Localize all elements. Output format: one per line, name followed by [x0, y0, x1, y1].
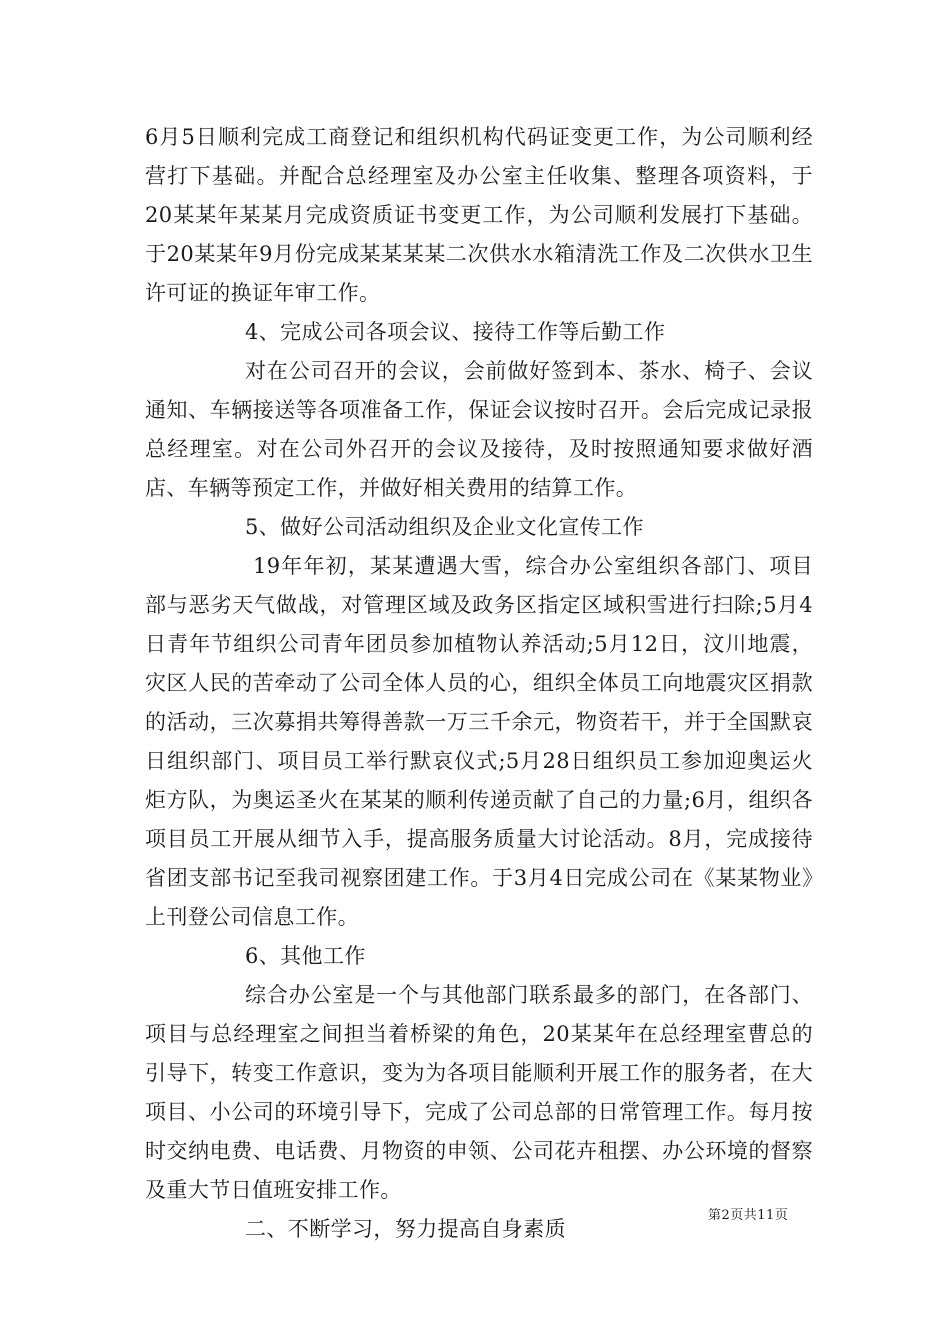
paragraph-meetings: 对在公司召开的会议，会前做好签到本、茶水、椅子、会议通知、车辆接送等各项准备工作，保证会议按时召开。会后完成记录报总经理室。对在公司外召开的会议及接待，及时按照通知要求做好酒店、车辆等预定工作，并做好相关费用的结算工作。	[145, 359, 813, 500]
page-number-footer: 第2页共11页	[708, 1208, 789, 1223]
section-heading-5: 5、做好公司活动组织及企业文化宣传工作	[245, 515, 644, 539]
paragraph-activities: 19年年初，某某遭遇大雪，综合办公室组织各部门、项目部与恶劣天气做战，对管理区域及政务区指定区域积雪进行扫除;5月4日青年节组织公司青年团员参加植物认养活动;5月12日，汶川地震，灾区人民的苦牵动了公司全体人员的心，组织全体员工向地震灾区捐款的活动，三次募捐共筹得善款一万三千余元，物资若干，并于全国默哀日组织部门、项目员工举行默哀仪式;5月28日组织员工参加迎奥运火炬方队，为奥运圣火在某某的顺利传递贡献了自己的力量;6月，组织各项目员工开展从细节入手，提高服务质量大讨论活动。8月，完成接待省团支部书记至我司视察团建工作。于3月4日完成公司在《某某物业》上刊登公司信息工作。	[145, 554, 813, 929]
document-body	[145, 118, 813, 1249]
section-heading-4: 4、完成公司各项会议、接待工作等后勤工作	[245, 320, 666, 344]
paragraph-other-work: 综合办公室是一个与其他部门联系最多的部门，在各部门、项目与总经理室之间担当着桥梁的角色，20某某年在总经理室曹总的引导下，转变工作意识，变为为各项目能顺利开展工作的服务者，在大项目、小公司的环境引导下，完成了公司总部的日常管理工作。每月按时交纳电费、电话费、月物资的申领、公司花卉租摆、办公环境的督察及重大节日值班安排工作。	[145, 983, 813, 1202]
section-heading-2: 二、不断学习，努力提高自身素质	[245, 1217, 566, 1241]
paragraph-continuation: 6月5日顺利完成工商登记和组织机构代码证变更工作，为公司顺利经营打下基础。并配合总经理室及办公室主任收集、整理各项资料，于20某某年某某月完成资质证书变更工作，为公司顺利发展打下基础。于20某某年9月份完成某某某某二次供水水箱清洗工作及二次供水卫生许可证的换证年审工作。	[145, 125, 813, 305]
section-heading-6: 6、其他工作	[245, 944, 366, 968]
